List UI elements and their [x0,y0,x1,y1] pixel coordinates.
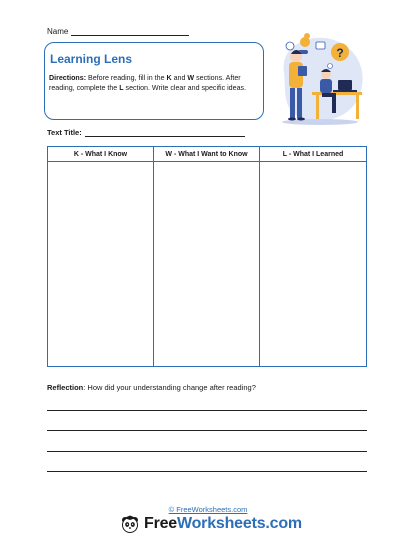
text-title-line[interactable] [85,130,245,137]
brand-free: Free [144,515,177,532]
name-label: Name [47,27,69,36]
text-title-field[interactable] [47,128,245,137]
directions-k: K [166,74,172,82]
reflection-line[interactable] [47,471,367,472]
directions-part2: sections. After reading, complete the [49,74,241,93]
directions-w: W [187,74,195,82]
brand-name [144,515,302,533]
kwl-heading-learned: L - What I Learned [260,147,366,162]
kwl-chart [47,146,367,367]
title-box [44,42,264,120]
copyright-link[interactable]: © FreeWorksheets.com [168,505,248,514]
directions-label: Directions: [49,74,87,82]
reflection-line[interactable] [47,451,367,452]
name-field[interactable] [47,27,189,36]
kwl-heading-know: K - What I Know [48,147,153,162]
reflection-line[interactable] [47,410,367,411]
svg-text:?: ? [336,46,344,60]
text-title-label: Text Title: [47,128,82,137]
kwl-cell-want[interactable] [154,162,259,366]
reflection-label: Reflection [47,383,84,392]
reading-illustration [270,28,370,128]
directions-l: L [119,84,124,93]
brand-logo-group [120,514,302,534]
reflection-prompt [47,383,256,392]
reflection-line[interactable] [47,430,367,431]
kwl-column-know [48,147,154,366]
directions-part1: Before reading, fill in the [86,74,167,82]
kwl-heading-want: W - What I Want to Know [154,147,259,162]
name-line[interactable] [71,28,189,36]
worksheet-title: Learning Lens [50,52,133,66]
directions-part3: section. Write clear and specific ideas. [123,84,247,93]
panda-logo-icon [120,514,140,534]
kwl-column-learned [260,147,366,366]
directions-text [49,73,256,93]
kwl-cell-know[interactable] [48,162,153,366]
kwl-cell-learned[interactable] [260,162,366,366]
kwl-column-want [154,147,260,366]
reflection-question: : How did your understanding change after reading? [83,383,256,392]
directions-and: and [171,74,188,82]
brand-rest: Worksheets.com [177,515,302,532]
